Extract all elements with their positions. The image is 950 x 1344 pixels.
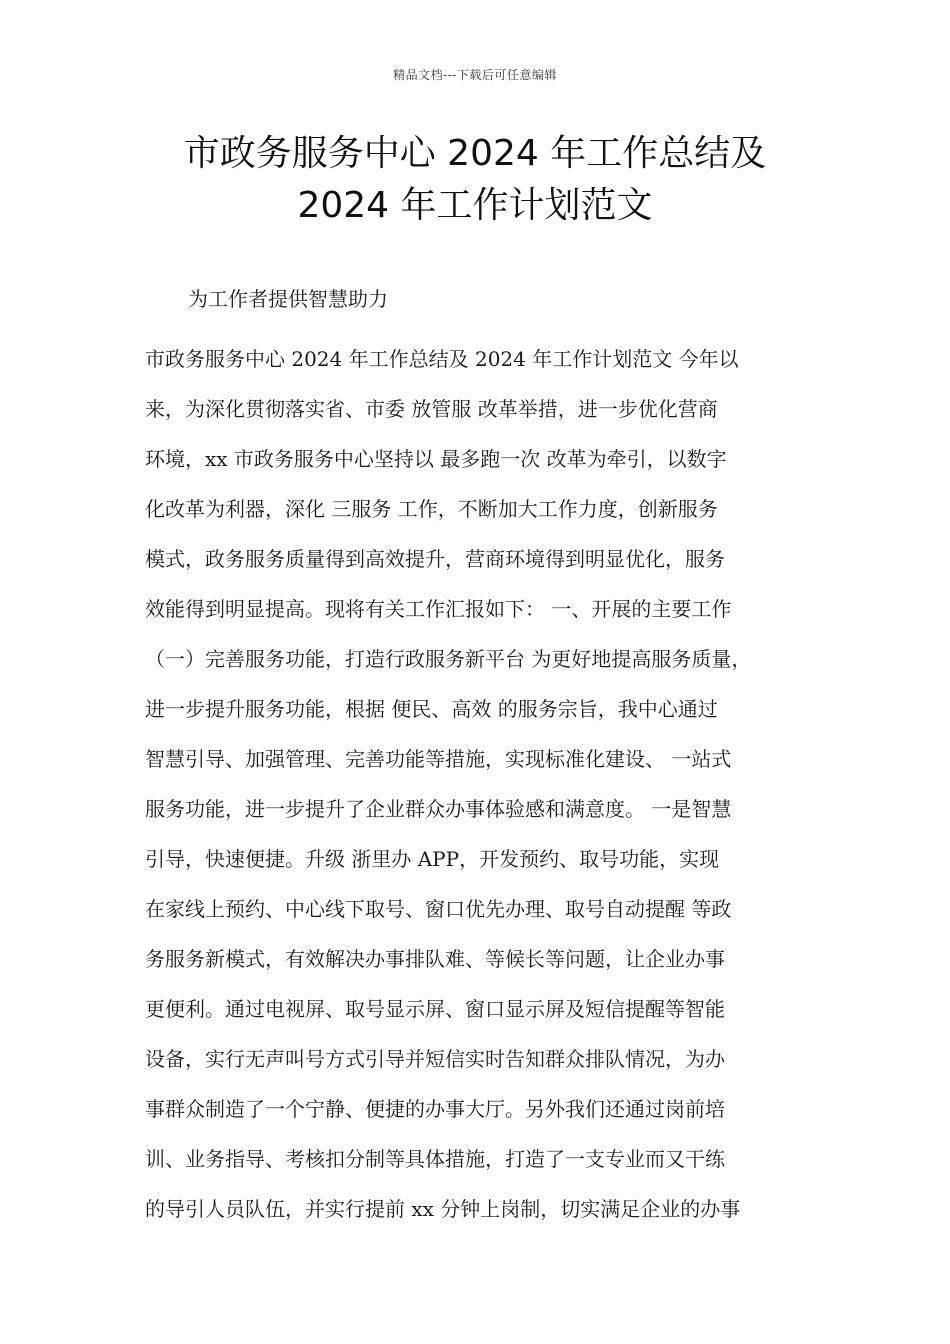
body-text xyxy=(145,334,825,1234)
body-line: （一）完善服务功能，打造行政服务新平台 为更好地提高服务质量， xyxy=(145,647,752,671)
body-line: 化改革为利器，深化 三服务 工作，不断加大工作力度，创新服务 xyxy=(145,497,718,521)
body-line: 训、业务指导、考核扣分制等具体措施，打造了一支专业而又干练 xyxy=(145,1147,725,1171)
body-line: 进一步提升服务功能，根据 便民、高效 的服务宗旨，我中心通过 xyxy=(145,697,718,721)
body-line: 在家线上预约、中心线下取号、窗口优先办理、取号自动提醒 等政 xyxy=(145,897,732,921)
title-line-2: 2024 年工作计划范文 xyxy=(297,185,653,226)
body-line: 的导引人员队伍，并实行提前 xx 分钟上岗制，切实满足企业的办事 xyxy=(145,1197,741,1221)
body-line: 事群众制造了一个宁静、便捷的办事大厅。另外我们还通过岗前培 xyxy=(145,1097,725,1121)
body-line: 务服务新模式，有效解决办事排队难、等候长等问题，让企业办事 xyxy=(145,947,725,971)
body-line: 模式，政务服务质量得到高效提升，营商环境得到明显优化，服务 xyxy=(145,547,725,571)
body-line: 环境，xx 市政务服务中心坚持以 最多跑一次 改革为牵引，以数字 xyxy=(145,447,727,471)
title-line-1: 市政务服务中心 2024 年工作总结及 xyxy=(183,133,767,174)
body-line: 智慧引导、加强管理、完善功能等措施，实现标准化建设、 一站式 xyxy=(145,747,732,771)
header-note: 精品文档---下载后可任意编辑 xyxy=(393,68,557,82)
body-line: 设备，实行无声叫号方式引导并短信实时告知群众排队情况，为办 xyxy=(145,1047,725,1071)
document-title xyxy=(0,128,950,232)
body-line: 服务功能，进一步提升了企业群众办事体验感和满意度。 一是智慧 xyxy=(145,797,732,821)
body-line: 引导，快速便捷。升级 浙里办 APP，开发预约、取号功能，实现 xyxy=(145,847,720,871)
body-line: 市政务服务中心 2024 年工作总结及 2024 年工作计划范文 今年以 xyxy=(145,347,739,371)
body-line: 效能得到明显提高。现将有关工作汇报如下： 一、开展的主要工作 xyxy=(145,597,732,621)
body-line: 更便利。通过电视屏、取号显示屏、窗口显示屏及短信提醒等智能 xyxy=(145,997,725,1021)
document-subtitle: 为工作者提供智慧助力 xyxy=(188,287,388,311)
body-line: 来，为深化贯彻落实省、市委 放管服 改革举措，进一步优化营商 xyxy=(145,397,718,421)
